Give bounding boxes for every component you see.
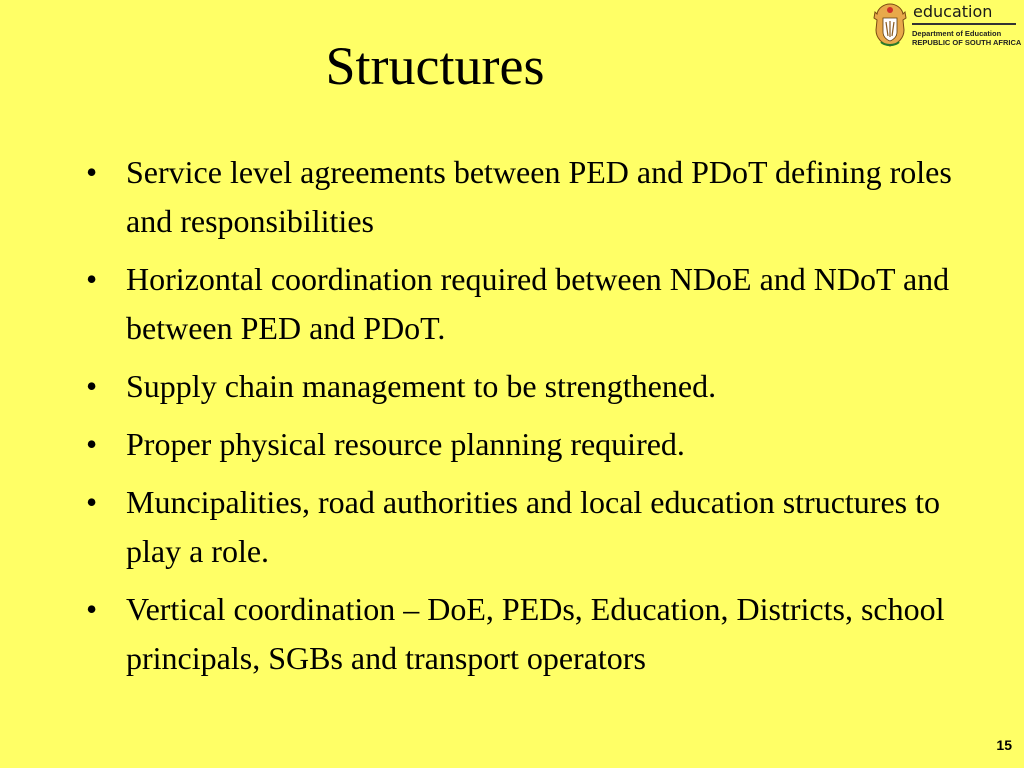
- bullet-icon: •: [86, 261, 98, 297]
- education-logo: [868, 0, 1024, 52]
- bullet-icon: •: [86, 591, 98, 627]
- logo-department-text: Department of Education: [912, 29, 1002, 38]
- bullet-text: Horizontal coordination required between NDoE and NDoT and between PED and PDoT.: [126, 261, 950, 346]
- bullet-item: [86, 478, 966, 576]
- bullet-item: [86, 585, 966, 683]
- bullet-icon: •: [86, 426, 98, 462]
- bullet-icon: •: [86, 154, 98, 190]
- bullet-list: [86, 148, 966, 692]
- bullet-item: [86, 148, 966, 246]
- logo-country-text: REPUBLIC OF SOUTH AFRICA: [912, 38, 1022, 47]
- bullet-text: Muncipalities, road authorities and local education structures to play a role.: [126, 484, 940, 569]
- page-number: 15: [996, 737, 1012, 753]
- bullet-text: Vertical coordination – DoE, PEDs, Education, Districts, school principals, SGBs and transport operators: [126, 591, 945, 676]
- logo-title: education: [913, 2, 993, 21]
- bullet-text: Service level agreements between PED and PDoT defining roles and responsibilities: [126, 154, 952, 239]
- bullet-item: [86, 420, 966, 469]
- bullet-text: Proper physical resource planning required.: [126, 426, 685, 462]
- bullet-icon: •: [86, 484, 98, 520]
- bullet-item: [86, 255, 966, 353]
- bullet-icon: •: [86, 368, 98, 404]
- bullet-item: [86, 362, 966, 411]
- bullet-text: Supply chain management to be strengthened.: [126, 368, 717, 404]
- logo-divider: [912, 23, 1016, 25]
- slide-title: Structures: [325, 36, 545, 96]
- coat-of-arms-icon: [872, 2, 908, 48]
